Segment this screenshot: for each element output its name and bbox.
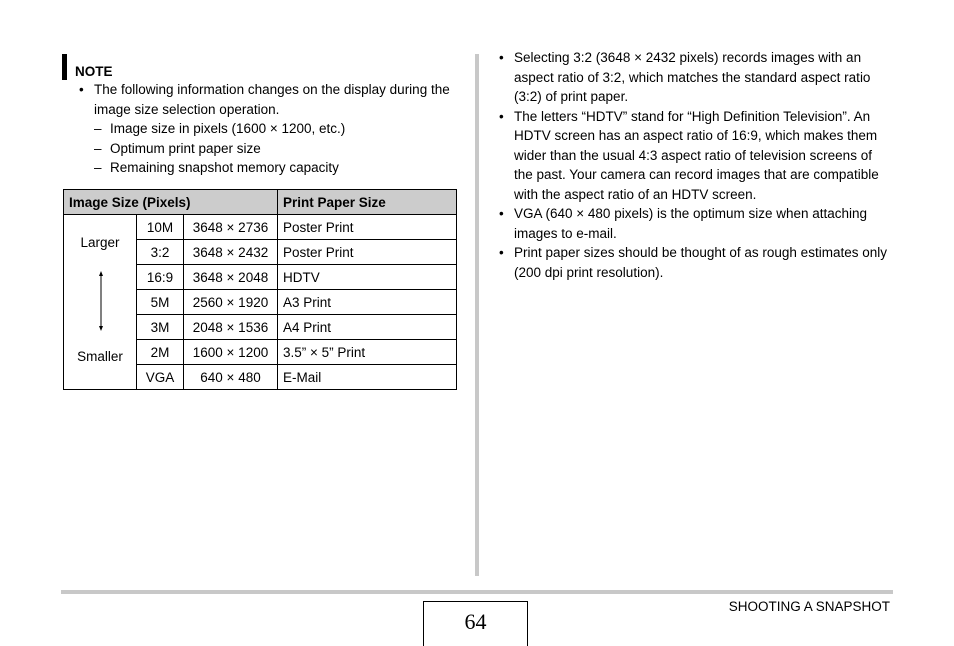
cell-paper-size: Poster Print — [278, 215, 457, 240]
cell-paper-size: HDTV — [278, 265, 457, 290]
cell-paper-size: A3 Print — [278, 290, 457, 315]
cell-pixels: 3648 × 2432 — [184, 240, 278, 265]
header-print-paper-size: Print Paper Size — [278, 190, 457, 215]
cell-size-code: 3M — [137, 315, 184, 340]
column-divider — [475, 54, 479, 576]
scale-label-smaller: Smaller — [77, 349, 123, 364]
explanation-bullet: • Selecting 3:2 (3648 × 2432 pixels) records images with an aspect ratio of 3:2, which matches the standard aspect ratio (3:2) of print paper. — [498, 48, 890, 107]
note-sub-item: – Remaining snapshot memory capacity — [94, 158, 450, 178]
note-sub-item: – Image size in pixels (1600 × 1200, etc.) — [94, 119, 450, 139]
double-arrow-icon — [97, 271, 105, 331]
cell-paper-size: E-Mail — [278, 365, 457, 390]
table-row — [64, 215, 457, 240]
note-title: NOTE — [75, 64, 113, 79]
footer-rule — [61, 590, 893, 594]
cell-pixels: 3648 × 2048 — [184, 265, 278, 290]
page-number: 64 — [423, 601, 528, 646]
note-bullet — [78, 80, 450, 178]
explanation-bullet: • VGA (640 × 480 pixels) is the optimum size when attaching images to e-mail. — [498, 204, 890, 243]
explanation-list — [498, 48, 890, 282]
cell-pixels: 640 × 480 — [184, 365, 278, 390]
cell-pixels: 3648 × 2736 — [184, 215, 278, 240]
cell-size-code: 10M — [137, 215, 184, 240]
section-title: SHOOTING A SNAPSHOT — [728, 599, 890, 614]
cell-pixels: 1600 × 1200 — [184, 340, 278, 365]
size-scale-cell — [64, 215, 137, 390]
cell-size-code: 16:9 — [137, 265, 184, 290]
cell-size-code: 2M — [137, 340, 184, 365]
note-list — [78, 80, 450, 178]
explanation-bullet: • Print paper sizes should be thought of as rough estimates only (200 dpi print resolution). — [498, 243, 890, 282]
cell-paper-size: Poster Print — [278, 240, 457, 265]
cell-size-code: 5M — [137, 290, 184, 315]
cell-paper-size: A4 Print — [278, 315, 457, 340]
image-size-table — [63, 189, 457, 390]
table-header-row — [64, 190, 457, 215]
note-sub-list — [94, 119, 450, 178]
cell-pixels: 2560 × 1920 — [184, 290, 278, 315]
note-bullet-text: The following information changes on the display during the image size selection operation. — [94, 82, 450, 117]
note-sub-item: – Optimum print paper size — [94, 139, 450, 159]
header-image-size: Image Size (Pixels) — [64, 190, 278, 215]
cell-size-code: VGA — [137, 365, 184, 390]
scale-label-larger: Larger — [80, 235, 120, 250]
cell-size-code: 3:2 — [137, 240, 184, 265]
cell-paper-size: 3.5” × 5” Print — [278, 340, 457, 365]
cell-pixels: 2048 × 1536 — [184, 315, 278, 340]
explanation-bullet: • The letters “HDTV” stand for “High Definition Television”. An HDTV screen has an aspect ratio of 16:9, which makes them wider than the usual 4:3 aspect ratio of television screens of the past. Your camera can record images that are compatible with the aspect ratio of an HDTV screen. — [498, 107, 890, 205]
note-marker-bar — [62, 54, 67, 80]
